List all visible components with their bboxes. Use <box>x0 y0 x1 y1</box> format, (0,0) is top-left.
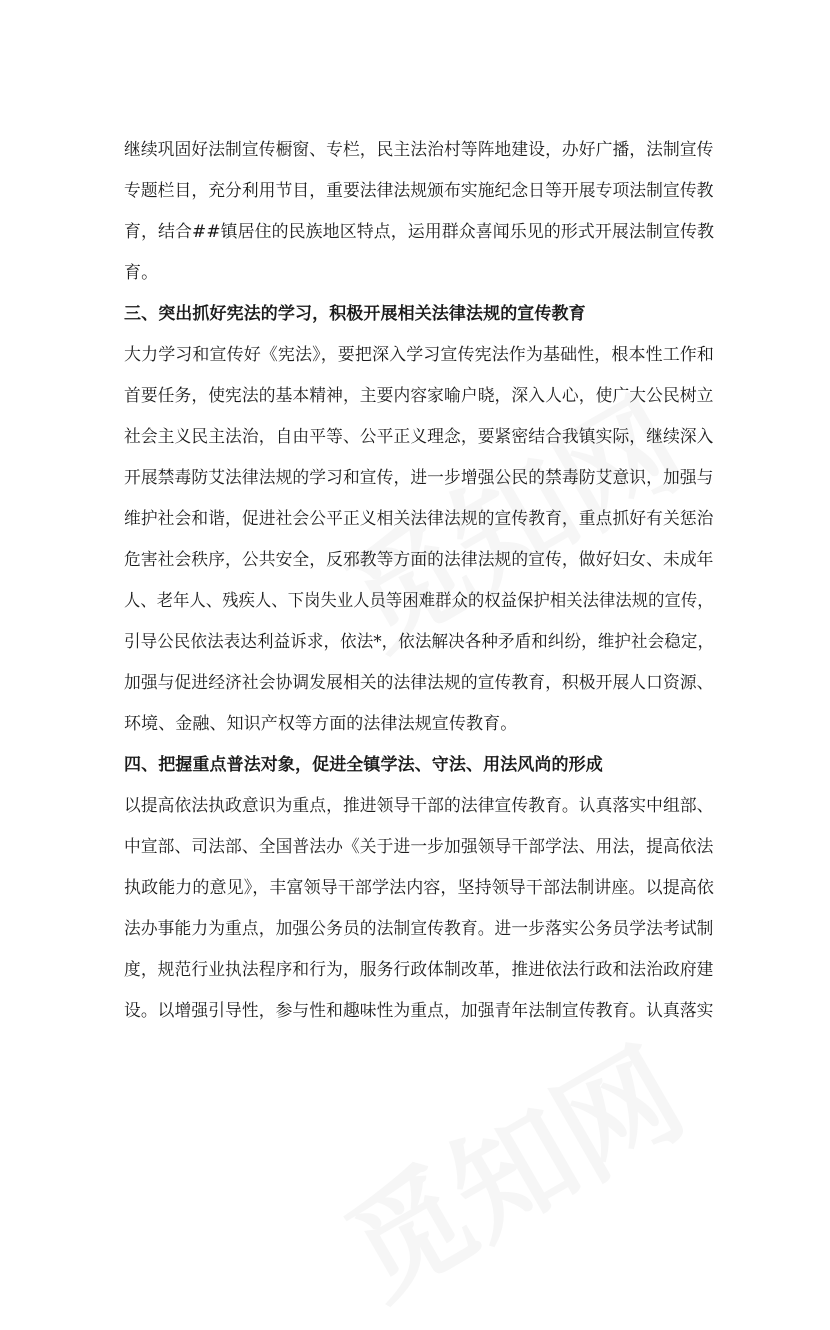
text-line: 育，结合##镇居住的民族地区特点，运用群众喜闻乐见的形式开展法制宣传教 <box>124 222 714 242</box>
text-line: 中宣部、司法部、全国普法办《关于进一步加强领导干部学法、用法，提高依法 <box>124 837 714 857</box>
text-line: 环境、金融、知识产权等方面的法律法规宣传教育。 <box>124 714 518 734</box>
text-line: 危害社会秩序，公共安全，反邪教等方面的法律法规的宣传，做好妇女、未成年 <box>124 550 714 570</box>
section-heading-4: 四、把握重点普法对象，促进全镇学法、守法、用法风尚的形成 <box>124 755 603 775</box>
text-line: 育。 <box>124 263 159 283</box>
text-line: 专题栏目，充分利用节目，重要法律法规颁布实施纪念日等开展专项法制宣传教 <box>124 181 714 201</box>
text-line: 设。以增强引导性，参与性和趣味性为重点，加强青年法制宣传教育。认真落实 <box>124 1001 714 1021</box>
text-line: 执政能力的意见》，丰富领导干部学法内容，坚持领导干部法制讲座。以提高依 <box>124 878 714 898</box>
document-page <box>124 0 714 1174</box>
text-line: 首要任务，使宪法的基本精神，主要内容家喻户晓，深入人心，使广大公民树立 <box>124 386 714 406</box>
text-line: 大力学习和宣传好《宪法》，要把深入学习宣传宪法作为基础性，根本性工作和 <box>124 345 714 365</box>
section-heading-3: 三、突出抓好宪法的学习，积极开展相关法律法规的宣传教育 <box>124 304 586 324</box>
text-line: 加强与促进经济社会协调发展相关的法律法规的宣传教育，积极开展人口资源、 <box>124 673 714 693</box>
text-line: 维护社会和谐，促进社会公平正义相关法律法规的宣传教育，重点抓好有关惩治 <box>124 509 714 529</box>
text-line: 引导公民依法表达利益诉求，依法*，依法解决各种矛盾和纠纷，维护社会稳定， <box>124 632 715 652</box>
text-line: 社会主义民主法治，自由平等、公平正义理念，要紧密结合我镇实际，继续深入 <box>124 427 714 447</box>
text-line: 度，规范行业执法程序和行为，服务行政体制改革，推进依法行政和法治政府建 <box>124 960 714 980</box>
text-line: 继续巩固好法制宣传橱窗、专栏，民主法治村等阵地建设，办好广播，法制宣传 <box>124 140 714 160</box>
text-line: 人、老年人、残疾人、下岗失业人员等困难群众的权益保护相关法律法规的宣传， <box>124 591 714 611</box>
text-line: 以提高依法执政意识为重点，推进领导干部的法律宣传教育。认真落实中组部、 <box>124 796 714 816</box>
text-line: 法办事能力为重点，加强公务员的法制宣传教育。进一步落实公务员学法考试制 <box>124 919 714 939</box>
text-line: 开展禁毒防艾法律法规的学习和宣传，进一步增强公民的禁毒防艾意识，加强与 <box>124 468 714 488</box>
